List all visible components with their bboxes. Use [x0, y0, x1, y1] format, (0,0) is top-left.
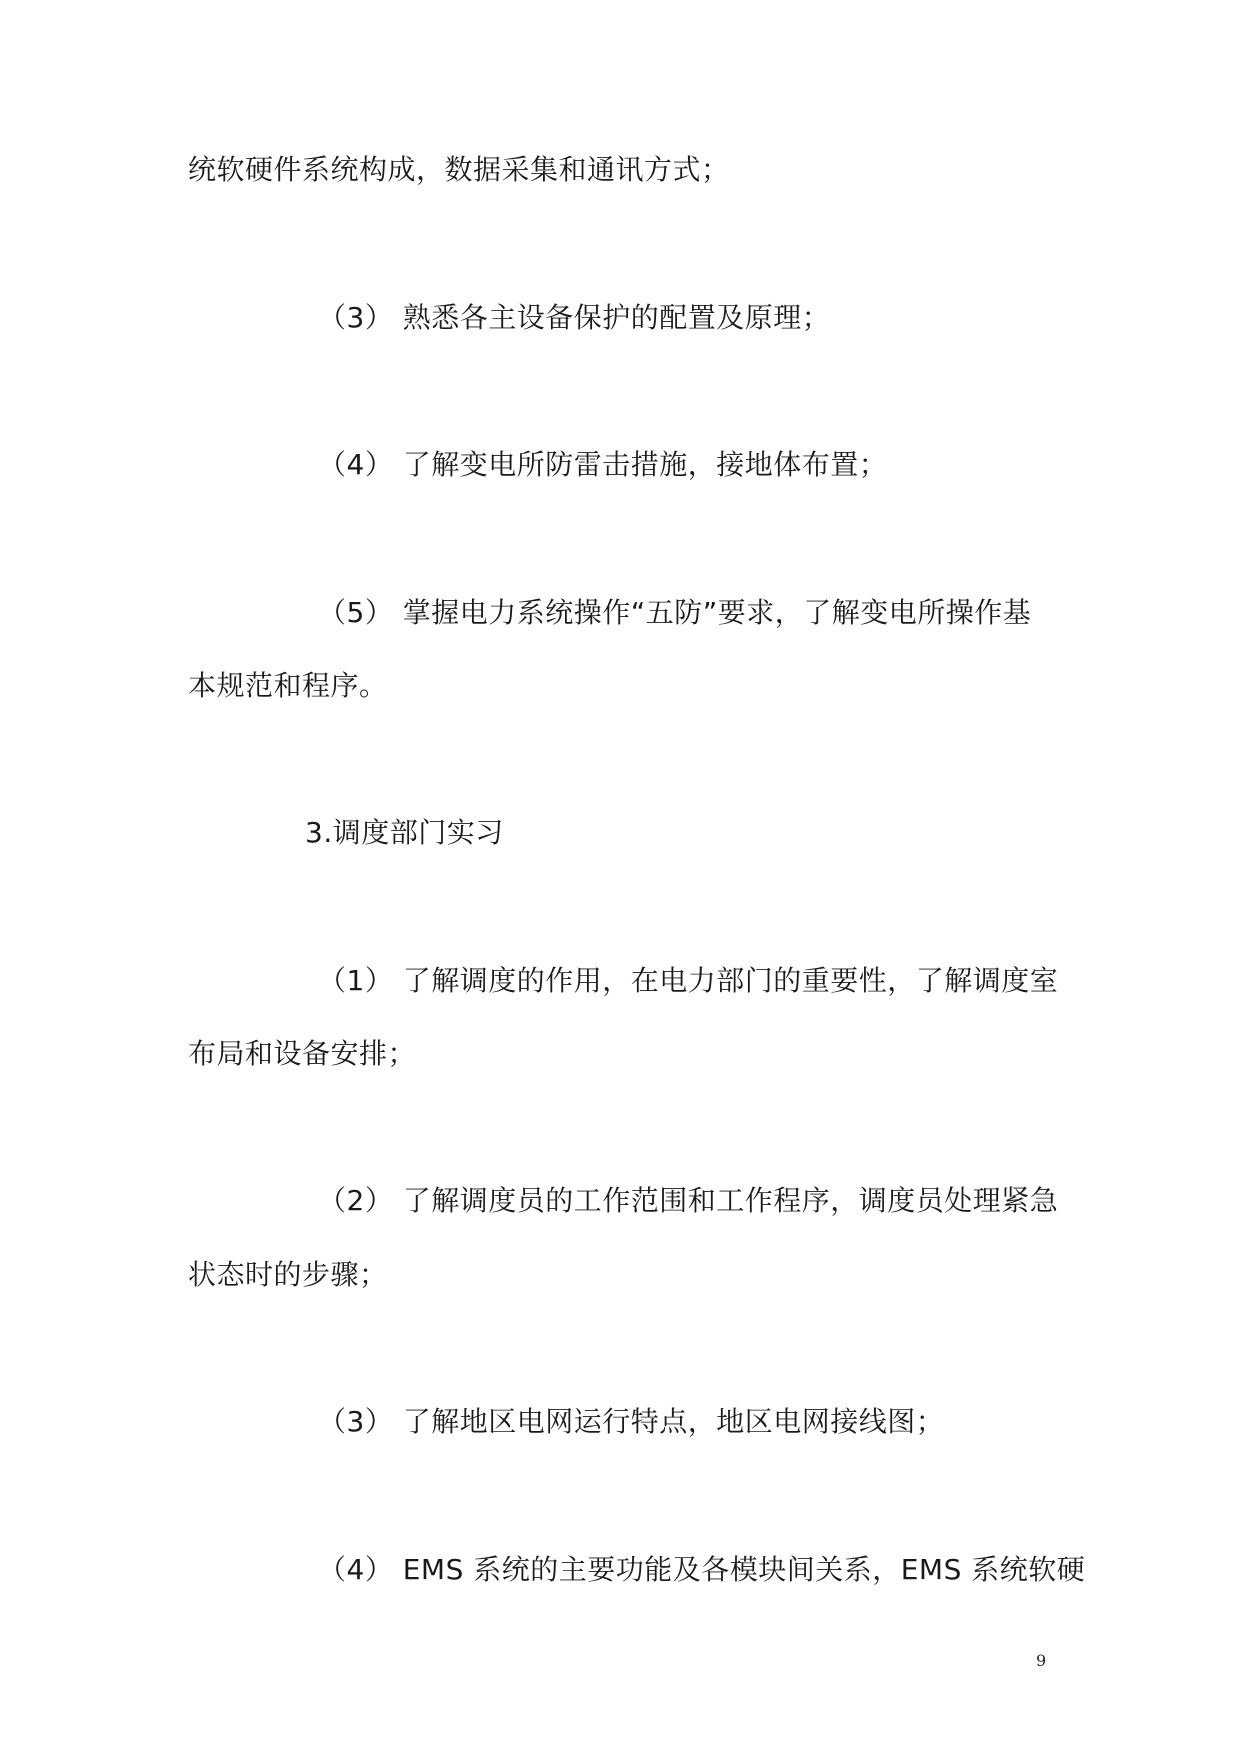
page-number: 9	[1036, 1651, 1047, 1670]
text-line-item-3: （3） 熟悉各主设备保护的配置及原理；	[318, 301, 831, 334]
text-line-continuation: 统软硬件系统构成，数据采集和通讯方式；	[188, 153, 730, 186]
text-line-dispatch-3: （3） 了解地区电网运行特点，地区电网接线图；	[318, 1405, 945, 1438]
text-line-dispatch-2: （2） 了解调度员的工作范围和工作程序，调度员处理紧急	[318, 1184, 1059, 1217]
text-line-item-5-cont: 本规范和程序。	[188, 669, 388, 702]
text-line-dispatch-1-cont: 布局和设备安排；	[188, 1037, 417, 1070]
text-line-item-4: （4） 了解变电所防雷击措施，接地体布置；	[318, 448, 888, 481]
text-line-item-5: （5） 掌握电力系统操作“五防”要求，了解变电所操作基	[318, 596, 1032, 629]
section-heading-dispatch: 3.调度部门实习	[305, 816, 504, 849]
text-line-dispatch-4: （4） EMS 系统的主要功能及各模块间关系，EMS 系统软硬	[318, 1553, 1086, 1586]
text-line-dispatch-1: （1） 了解调度的作用，在电力部门的重要性，了解调度室	[318, 964, 1059, 997]
text-line-dispatch-2-cont: 状态时的步骤；	[188, 1258, 388, 1291]
